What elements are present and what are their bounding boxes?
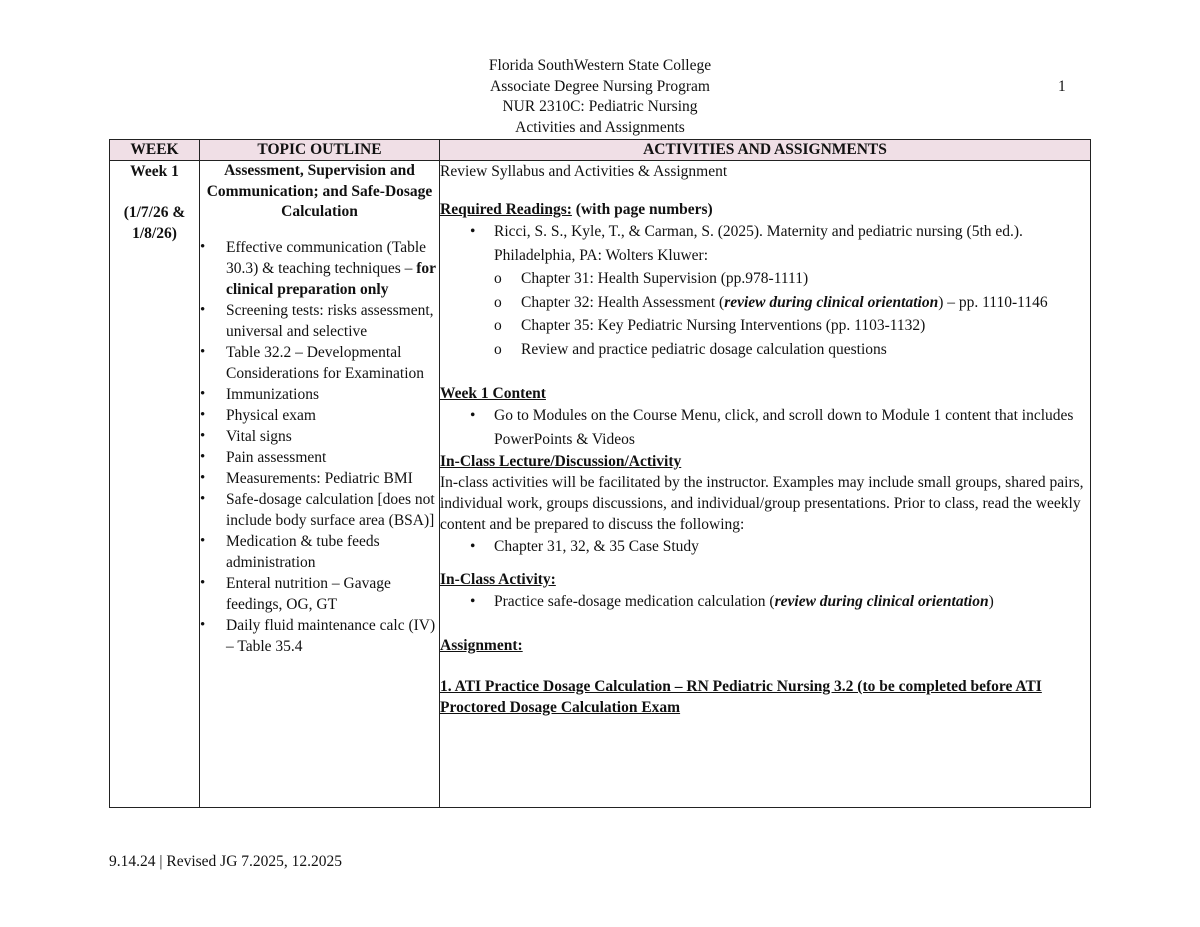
list-item: • Table 32.2 – Developmental Considerations for Examination xyxy=(220,342,439,384)
list-item: o Chapter 31: Health Supervision (pp.978-1111) xyxy=(521,267,1090,291)
content-list xyxy=(440,404,1090,451)
list-item: • Go to Modules on the Course Menu, click, and scroll down to Module 1 content that includes PowerPoints & Videos xyxy=(494,404,1090,451)
readings-note: (with page numbers) xyxy=(571,201,713,218)
chapter-text-end: ) – pp. 1110-1146 xyxy=(938,293,1048,311)
header-activities: ACTIVITIES AND ASSIGNMENTS xyxy=(440,140,1091,161)
topic-title: Assessment, Supervision and Communication; and Safe-Dosage Calculation xyxy=(206,162,433,220)
list-item: • Immunizations xyxy=(220,384,439,405)
header-topic-outline: TOPIC OUTLINE xyxy=(200,140,440,161)
header-week: WEEK xyxy=(110,140,200,161)
college-name: Florida SouthWestern State College xyxy=(488,57,712,74)
topic-cell xyxy=(200,161,440,808)
list-item: • Daily fluid maintenance calc (IV) – Table 35.4 xyxy=(220,615,439,657)
program-name: Associate Degree Nursing Program xyxy=(490,77,710,95)
lecture-heading: In-Class Lecture/Discussion/Activity xyxy=(440,453,682,470)
topic-item-emphasis: for clinical preparation only xyxy=(226,259,436,298)
activity-text-end: ) xyxy=(988,592,994,610)
week-cell xyxy=(110,161,200,808)
week-label: Week 1 xyxy=(130,163,179,180)
list-item: • Physical exam xyxy=(220,405,439,426)
readings-heading-label: Required Readings: xyxy=(440,201,572,218)
textbook-citation: Ricci, S. S., Kyle, T., & Carman, S. (2025). Maternity and pediatric nursing (5th ed.). Philadelphia, PA: Wolters Kluwer: xyxy=(494,223,1023,264)
list-item: • Medication & tube feeds administration xyxy=(220,531,439,573)
activity-text: Practice safe-dosage medication calculation ( xyxy=(494,592,775,610)
document-title: Activities and Assignments xyxy=(515,118,685,136)
list-item: • Screening tests: risks assessment, universal and selective xyxy=(220,300,439,342)
list-item: • Enteral nutrition – Gavage feedings, OG, GT xyxy=(220,573,439,615)
assignment-item: 1. ATI Practice Dosage Calculation – RN Pediatric Nursing 3.2 (to be completed before ATI Proctored Dosage Calculation Exam xyxy=(440,678,1042,716)
chapter-list xyxy=(494,267,1090,361)
document-header xyxy=(0,56,1200,138)
readings-heading xyxy=(440,199,1090,220)
list-item: • Measurements: Pediatric BMI xyxy=(220,468,439,489)
revision-footer: 9.14.24 | Revised JG 7.2025, 12.2025 xyxy=(109,853,343,870)
content-heading: Week 1 Content xyxy=(440,385,546,402)
lecture-text: In-class activities will be facilitated by the instructor. Examples may include small groups, shared pairs, individual work, groups discussions, and individual/group presentations. Prior to class, read the weekly content and be prepared to discuss the following: xyxy=(440,474,1084,533)
chapter-text: Chapter 32: Health Assessment ( xyxy=(521,293,725,311)
list-item: • Pain assessment xyxy=(220,447,439,468)
activity-list xyxy=(440,590,1090,614)
list-item: • Safe-dosage calculation [does not include body surface area (BSA)] xyxy=(220,489,439,531)
list-item xyxy=(494,590,1090,614)
readings-list xyxy=(440,220,1090,361)
list-item: • Vital signs xyxy=(220,426,439,447)
topic-item-text: Effective communication (Table 30.3) & teaching techniques – xyxy=(226,238,427,277)
course-name: NUR 2310C: Pediatric Nursing xyxy=(502,98,698,115)
activities-cell xyxy=(440,161,1091,808)
table-header-row xyxy=(110,140,1091,161)
activities-intro: Review Syllabus and Activities & Assignment xyxy=(440,163,728,180)
case-study-list xyxy=(440,535,1090,559)
list-item: o Chapter 35: Key Pediatric Nursing Interventions (pp. 1103-1132) xyxy=(521,314,1090,338)
activity-emphasis: review during clinical orientation xyxy=(774,592,989,610)
chapter-emphasis: review during clinical orientation xyxy=(724,293,939,311)
schedule-table xyxy=(109,139,1091,808)
table-row xyxy=(110,161,1091,808)
list-item xyxy=(220,237,439,300)
list-item: o Review and practice pediatric dosage calculation questions xyxy=(521,338,1090,362)
list-item xyxy=(494,220,1090,361)
topic-list xyxy=(200,237,439,657)
page-number: 1 xyxy=(1058,78,1066,95)
week-dates: (1/7/26 & 1/8/26) xyxy=(123,204,186,242)
list-item xyxy=(521,291,1090,315)
assignment-heading: Assignment: xyxy=(440,637,523,654)
list-item: • Chapter 31, 32, & 35 Case Study xyxy=(494,535,1090,559)
activity-heading: In-Class Activity: xyxy=(440,570,556,588)
